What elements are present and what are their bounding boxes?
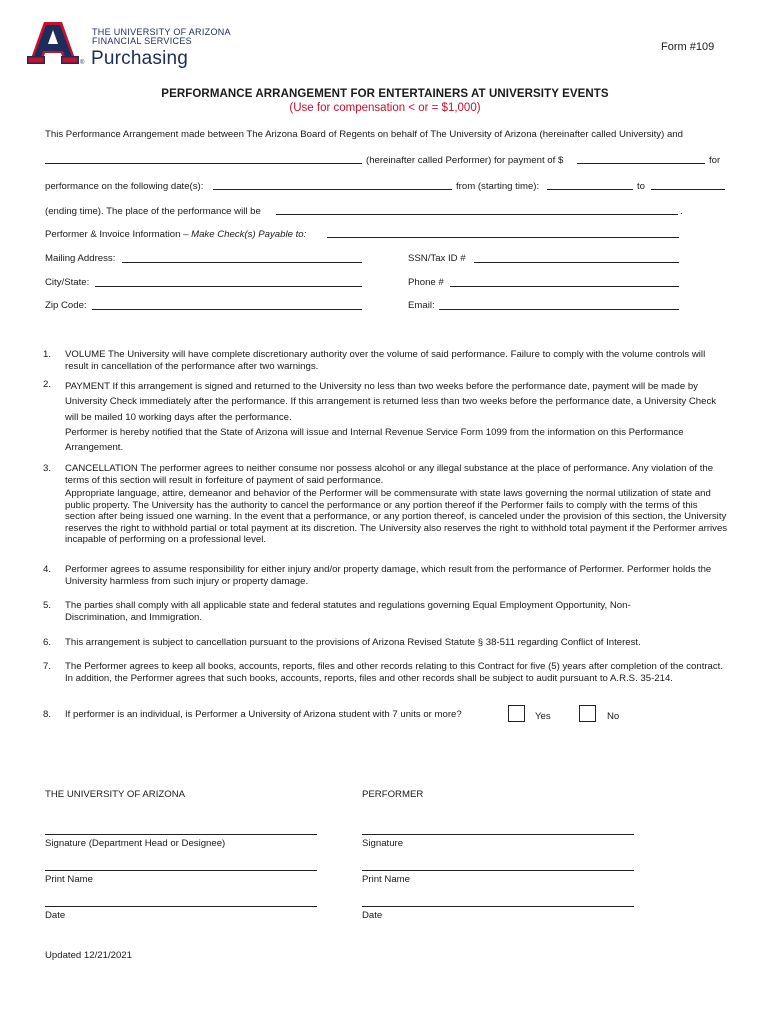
phone-label: Phone # [408,277,444,288]
email-label: Email: [408,300,435,311]
zip-field[interactable] [92,309,362,310]
student-no-checkbox[interactable] [579,705,596,722]
university-print-name-field[interactable] [45,870,317,871]
term-number: 3. [43,463,52,474]
invoice-label-italic: Make Check(s) Payable to: [191,229,307,240]
block-a-logo-icon [27,20,79,66]
term-payment: PAYMENT If this arrangement is signed and returned to the University no less than two weeks before the performance date, payment will be made by University Check immediately after the performance. If this arrangement is returned less than two weeks before the performance date, a University Check will be mailed 10 working days after the performance. [65,381,717,423]
performer-print-name-label: Print Name [362,874,410,885]
term-number: 4. [43,564,52,575]
term-number: 6. [43,637,52,648]
dates-label: performance on the following date(s): [45,181,204,192]
term-records: The Performer agrees to keep all books, accounts, reports, files and other records relating to this Contract for five (5) years after completion of the contract. In addition, the Performer agrees that such books, accounts, reports, files and other records shall be subject to audit pursuant to A.R.S. 35-214. [65,661,724,684]
ssn-field[interactable] [474,262,679,263]
university-signature-label: Signature (Department Head or Designee) [45,838,226,849]
ending-label: (ending time). The place of the performance will be [45,206,261,217]
term-cancellation-conduct: Appropriate language, attire, demeanor and behavior of the Performer will be commensurate with state laws governing the normal utilization of state and public property. The University has the authority to cancel the performance or any portion thereof if the Performer fails to comply with the terms of this section after being issued one warning. In the event that a performance, or any portion thereof, is canceled under the provision of this section, the University reserves the right to withhold partial or total payment at its discretion. The University also reserves the right to withhold total payment if the Performer arrives incapable of performing on a professional level. [65,488,728,546]
university-logo [27,20,79,66]
page-subtitle: (Use for compensation < or = $1,000) [289,102,481,114]
mailing-address-label: Mailing Address: [45,253,116,264]
university-heading: THE UNIVERSITY OF ARIZONA [45,789,186,800]
end-time-field[interactable] [651,189,725,190]
form-number: Form #109 [661,41,715,53]
university-signature-field[interactable] [45,834,317,835]
registered-mark: ® [80,60,85,66]
performer-date-field[interactable] [362,906,634,907]
university-date-field[interactable] [45,906,317,907]
payment-amount-field[interactable] [577,163,705,164]
payable-to-field[interactable] [327,237,679,238]
performer-print-name-field[interactable] [362,870,634,871]
ssn-label: SSN/Tax ID # [408,253,466,264]
zip-label: Zip Code: [45,300,87,311]
city-state-label: City/State: [45,277,90,288]
no-label: No [607,711,620,722]
for-text: for [709,155,721,166]
term-conflict: This arrangement is subject to cancellation pursuant to the provisions of Arizona Revised Statute § 38-511 regarding Conflict of Interest. [65,637,641,648]
city-state-field[interactable] [95,286,362,287]
term-number: 8. [43,709,52,720]
from-label: from (starting time): [456,181,540,192]
term-payment-notice: Performer is hereby notified that the State of Arizona will issue and Internal Revenue Service Form 1099 from the information on this Performance Arrangement. [65,427,684,454]
to-label: to [637,181,646,192]
term-number: 5. [43,600,52,611]
org-line-2: FINANCIAL SERVICES [92,36,192,46]
performer-text: (hereinafter called Performer) for payment of $ [366,155,564,166]
phone-field[interactable] [450,286,679,287]
email-field[interactable] [439,309,679,310]
term-liability: Performer agrees to assume responsibility for either injury and/or property damage, which result from the performance of Performer. Performer holds the University harmless from such injury or property damage. [65,564,712,587]
performer-signature-label: Signature [362,838,404,849]
yes-label: Yes [535,711,551,722]
term-number: 1. [43,349,52,360]
term-number: 7. [43,661,52,672]
term-cancellation: CANCELLATION The performer agrees to neither consume nor possess alcohol or any illegal substance at the place of performance. Any violation of the terms of this section will result in forfeiture of payment of said performance. [65,463,714,486]
page-title: PERFORMANCE ARRANGEMENT FOR ENTERTAINERS AT UNIVERSITY EVENTS [161,88,609,100]
period-text: . [680,206,683,217]
mailing-address-field[interactable] [122,262,362,263]
start-time-field[interactable] [547,189,633,190]
term-compliance: The parties shall comply with all applicable state and federal statutes and regulations governing Equal Employment Opportunity, Non-Discrimination, and Immigration. [65,600,631,623]
term-volume: VOLUME The University will have complete discretionary authority over the volume of said performance. Failure to comply with the volume controls will result in cancellation of the performance after two warnings. [65,349,706,372]
org-line-1: THE UNIVERSITY OF ARIZONA [92,27,231,37]
performance-dates-field[interactable] [213,189,452,190]
student-yes-checkbox[interactable] [508,705,525,722]
invoice-info-label [45,229,306,240]
performer-heading: PERFORMER [362,789,424,800]
university-print-name-label: Print Name [45,874,93,885]
performer-date-label: Date [362,910,383,921]
invoice-label-text: Performer & Invoice Information – [45,229,192,240]
updated-date: Updated 12/21/2021 [45,950,132,961]
term-number: 2. [43,379,52,390]
performer-name-field[interactable] [45,163,362,164]
performance-place-field[interactable] [276,214,678,215]
intro-line-1: This Performance Arrangement made between The Arizona Board of Regents on behalf of The University of Arizona (hereinafter called University) and [45,129,683,140]
department-name: Purchasing [91,48,189,69]
university-date-label: Date [45,910,66,921]
performer-signature-field[interactable] [362,834,634,835]
term-student-question: If performer is an individual, is Performer a University of Arizona student with 7 units or more? [65,709,462,720]
